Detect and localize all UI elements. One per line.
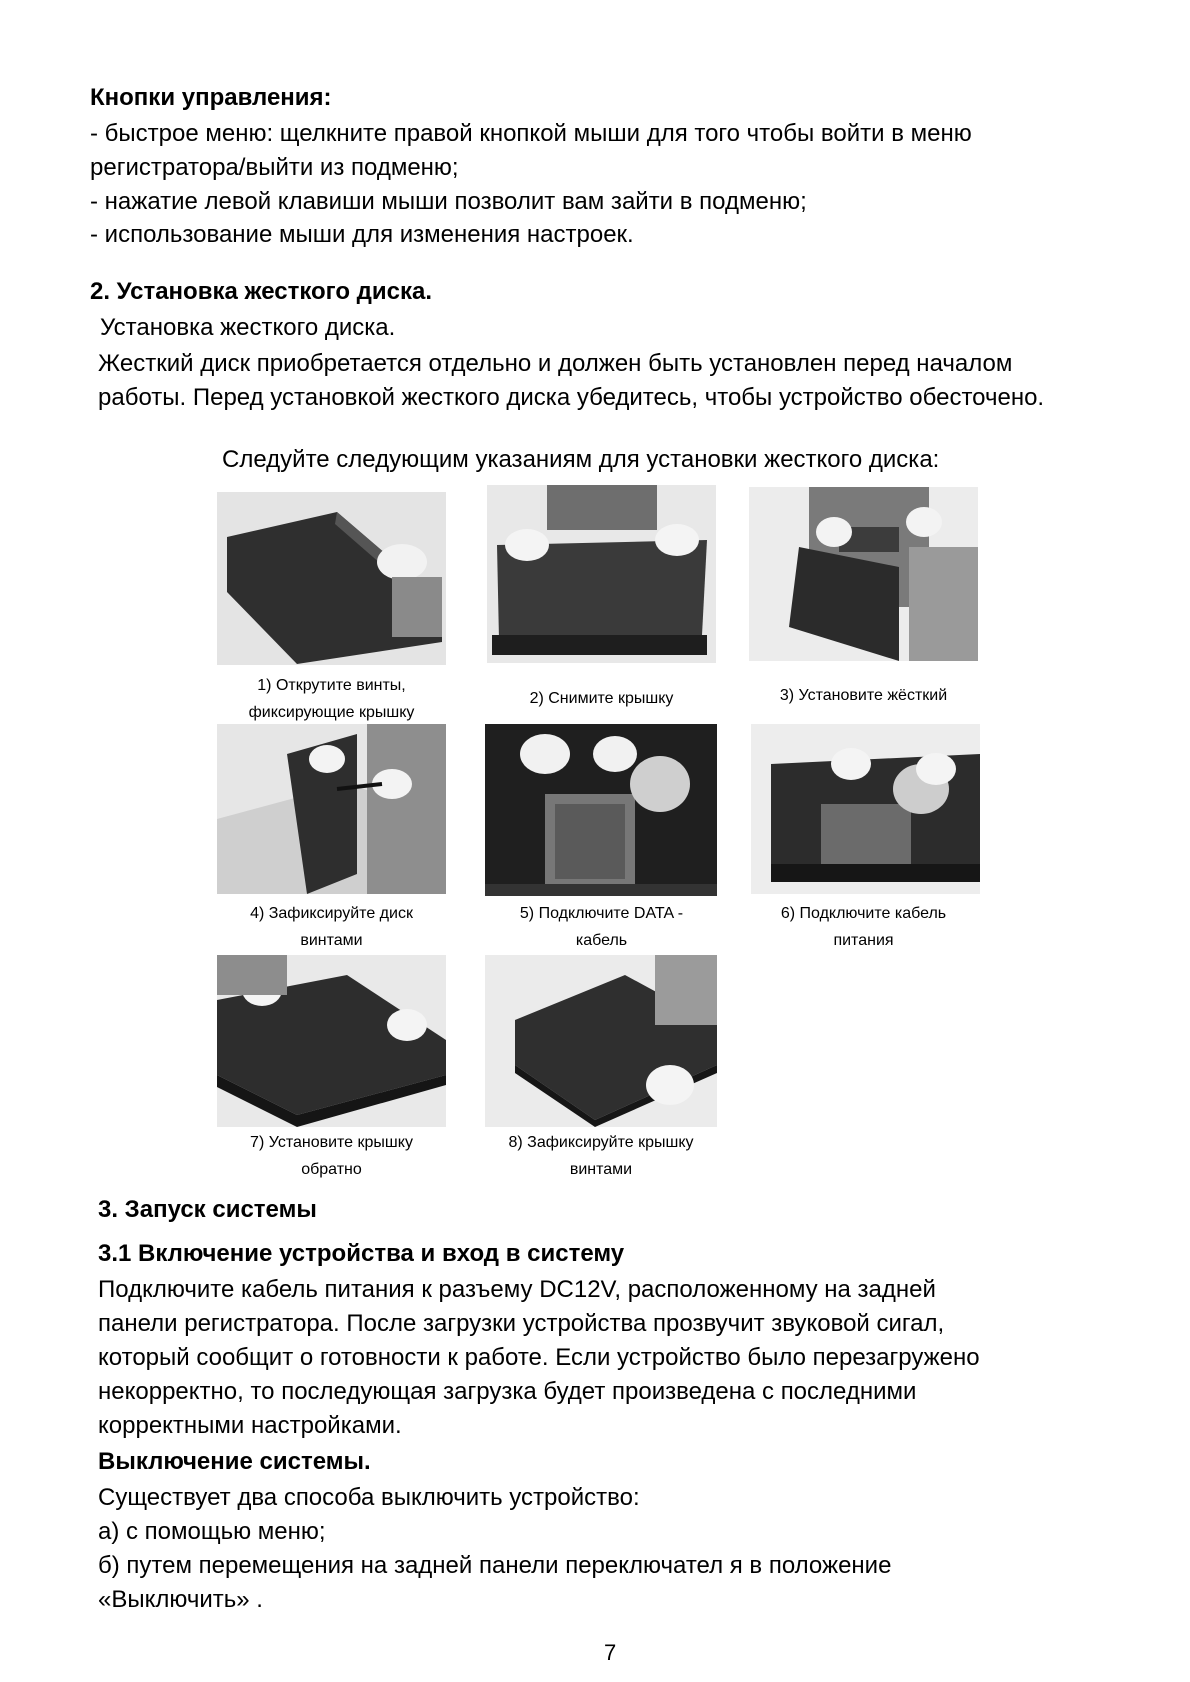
controls-line: - использование мыши для изменения настроек. — [90, 221, 634, 248]
step-caption-line: 4) Зафиксируйте диск — [250, 905, 413, 922]
startup-paragraph-line: некорректно, то последующая загрузка будет произведена с последними — [98, 1378, 917, 1405]
shutdown-line: «Выключить» . — [98, 1586, 263, 1613]
step-caption-line: 2) Снимите крышку — [529, 690, 674, 707]
startup-heading: 3. Запуск системы — [98, 1196, 317, 1223]
step-caption-line: 7) Установите крышку — [250, 1134, 413, 1151]
step-4-photo — [217, 724, 446, 894]
shutdown-line: а) с помощью меню; — [98, 1518, 326, 1545]
hdd-paragraph-line: Жесткий диск приобретается отдельно и должен быть установлен перед началом — [98, 350, 1013, 377]
hdd-paragraph-line: работы. Перед установкой жесткого диска убедитесь, чтобы устройство обесточено. — [98, 384, 1045, 411]
step-caption-line: 8) Зафиксируйте крышку — [508, 1134, 694, 1151]
shutdown-line: б) путем перемещения на задней панели переключател я в положение — [98, 1552, 892, 1579]
step-caption-line: питания — [833, 932, 894, 949]
step-3-caption — [749, 682, 978, 709]
step-5-photo — [485, 724, 717, 896]
step-caption-line: 6) Подключите кабель — [780, 905, 947, 922]
page-number: 7 — [604, 1640, 617, 1665]
controls-heading: Кнопки управления: — [90, 84, 332, 111]
shutdown-line: Существует два способа выключить устройство: — [98, 1484, 640, 1511]
controls-line: регистратора/выйти из подменю; — [90, 154, 459, 181]
controls-line: - быстрое меню: щелкните правой кнопкой мыши для того чтобы войти в меню — [90, 120, 972, 147]
startup-paragraph-line: корректными настройками. — [98, 1412, 402, 1439]
shutdown-heading: Выключение системы. — [98, 1448, 371, 1475]
startup-paragraph-line: панели регистратора. После загрузки устройства прозвучит звуковой сигал, — [98, 1310, 945, 1337]
hdd-heading: 2. Установка жесткого диска. — [90, 278, 433, 305]
step-7-caption — [217, 1129, 446, 1183]
step-5-caption — [487, 900, 716, 954]
step-caption-line: кабель — [575, 932, 628, 949]
step-1-photo — [217, 492, 446, 665]
step-1-caption — [217, 672, 446, 726]
step-7-photo — [217, 955, 446, 1127]
startup-subheading: 3.1 Включение устройства и вход в систему — [98, 1240, 625, 1267]
step-caption-line: фиксирующие крышку — [248, 704, 415, 721]
step-caption-line: обратно — [301, 1161, 362, 1178]
step-6-caption — [749, 900, 978, 954]
step-caption-line: винтами — [569, 1161, 633, 1178]
step-caption-line: 3) Установите жёсткий — [779, 687, 948, 704]
hdd-instruction: Следуйте следующим указаниям для установки жесткого диска: — [222, 446, 940, 473]
step-8-caption — [470, 1129, 732, 1183]
hdd-subheading: Установка жесткого диска. — [100, 314, 396, 341]
startup-paragraph-line: который сообщит о готовности к работе. Если устройство было перезагружено — [98, 1344, 980, 1371]
step-4-caption — [217, 900, 446, 954]
step-6-photo — [751, 724, 980, 894]
step-caption-line: 5) Подключите DATA - — [519, 905, 684, 922]
step-8-photo — [485, 955, 717, 1127]
step-3-photo — [749, 487, 978, 661]
controls-line: - нажатие левой клавиши мыши позволит вам зайти в подменю; — [90, 188, 807, 215]
startup-paragraph-line: Подключите кабель питания к разъему DC12V, расположенному на задней — [98, 1276, 936, 1303]
step-2-caption — [487, 685, 716, 712]
step-caption-line: винтами — [300, 932, 363, 949]
step-2-photo — [487, 485, 716, 663]
step-caption-line: 1) Открутите винты, — [257, 677, 406, 694]
